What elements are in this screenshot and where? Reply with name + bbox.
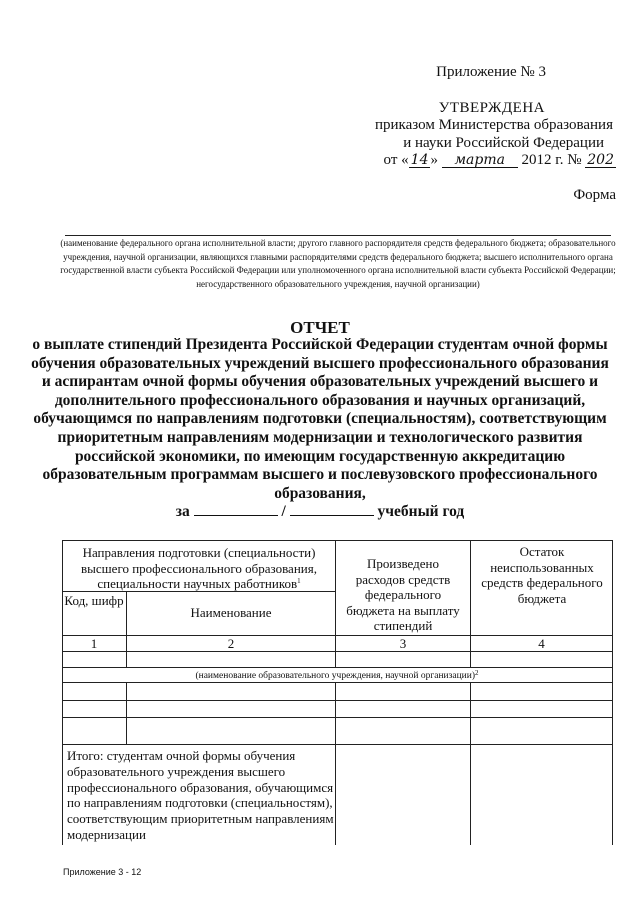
period-end-blank — [290, 503, 374, 516]
order-mid: » — [430, 152, 442, 168]
order-year: 2012 г. № — [517, 152, 586, 168]
approved-label: УТВЕРЖДЕНА — [438, 100, 545, 116]
order-date-line — [384, 152, 616, 169]
table-row-line-2 — [62, 717, 613, 718]
period-start-blank — [194, 503, 278, 516]
order-line-2: и науки Российской Федерации — [403, 135, 604, 151]
period-prefix: за — [175, 503, 190, 521]
appendix-number: Приложение № 3 — [436, 64, 546, 80]
table-code-divider-upper — [126, 591, 127, 667]
table-border-right — [612, 540, 613, 845]
table-border-left — [62, 540, 63, 845]
col-number-2: 2 — [227, 636, 235, 651]
page-footer: Приложение 3 - 12 — [63, 867, 142, 877]
form-label: Форма — [573, 187, 616, 203]
table-col3-divider-upper — [335, 540, 336, 667]
report-description — [30, 336, 610, 522]
order-day: 14 — [410, 152, 429, 168]
col1-header: Направления подготовки (специальности) высшего профессионального образования, специальности научных работников$^1$ — [81, 545, 317, 591]
organization-field-line — [65, 235, 611, 236]
col-number-1: 1 — [90, 636, 98, 651]
total-row-label: Итого: студентам очной формы обучения образовательного учреждения высшего профессионального образования, обучающимся по направлениям подготовки (специальностям), соответствующим приоритетным направлениям модернизации — [67, 748, 334, 842]
report-body-text: о выплате стипендий Президента Российской Федерации студентам очной формы обучения образовательных учреждений высшего профессионального образования и аспирантам очной формы обучения образовательных учреждений высшего и дополнительного профессионального образования и научных организаций, обучающимся по направлениям подготовки (специальностям), соответствующим приоритетным направлениям модернизации и технологического развития российской экономики, по имеющим государственную аккредитацию образовательным программам высшего и послевузовского профессионального образования, — [31, 336, 609, 502]
table-col4-divider-lower — [470, 682, 471, 845]
col-number-3: 3 — [399, 636, 407, 651]
period-suffix: учебный год — [377, 503, 465, 521]
report-title: ОТЧЕТ — [290, 318, 350, 337]
order-line-1: приказом Министерства образования — [375, 117, 613, 133]
period-separator: / — [281, 503, 286, 521]
table-border-top — [62, 540, 613, 541]
order-month: марта — [442, 153, 518, 168]
table-col3-divider-lower — [335, 682, 336, 845]
table-row-line-3 — [62, 744, 613, 745]
order-prefix: от « — [383, 152, 409, 168]
order-number: 202 — [587, 152, 614, 168]
col-number-4: 4 — [538, 636, 545, 651]
col3-header: Произведено расходов средств федерального бюджета на выплату стипендий — [346, 556, 460, 633]
col4-header: Остаток неиспользованных средств федерального бюджета — [481, 544, 603, 606]
col-name-header: Наименование — [190, 605, 272, 620]
col-code-header: Код, шифр — [64, 593, 124, 608]
table-inst-line — [62, 667, 613, 668]
organization-caption: (наименование федерального органа исполнительной власти; другого главного распорядителя средств федерального бюджета; образовательного учреждения, научной организации, являющихся главными распорядителями средств федерального бюджета; высшего исполнительного органа государственной власти субъекта Российской Федерации или уполномоченного органа исполнительной власти субъекта Российской Федерации; негосударственного образовательного учреждения, научной организации) — [60, 238, 616, 289]
table-inst-caption-line — [62, 682, 613, 683]
table-col4-divider-upper — [470, 540, 471, 667]
table-row-line-1 — [62, 700, 613, 701]
table-code-divider-lower — [126, 682, 127, 744]
institution-caption: (наименование образовательного учреждения, научной организации)$^2$ — [195, 669, 479, 681]
